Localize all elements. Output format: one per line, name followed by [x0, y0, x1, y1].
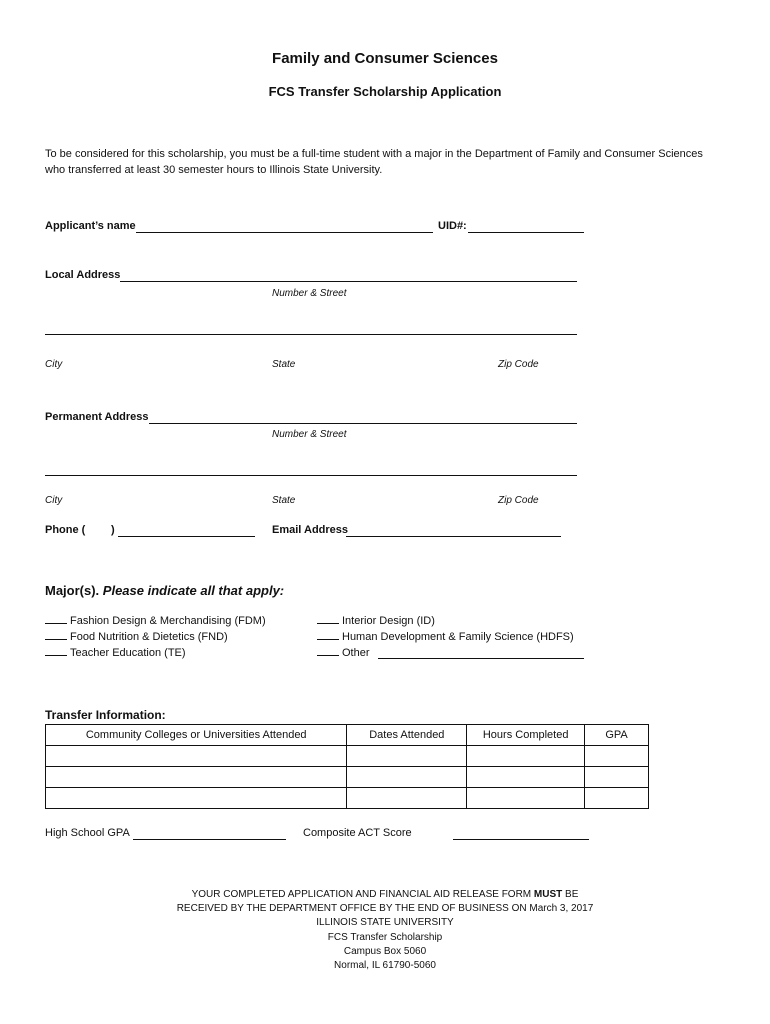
- table-cell[interactable]: [585, 788, 649, 809]
- footer-line-3: ILLINOIS STATE UNIVERSITY: [316, 917, 454, 929]
- majors-heading: [45, 583, 284, 598]
- table-cell[interactable]: [467, 767, 585, 788]
- footer-line-4: FCS Transfer Scholarship: [327, 931, 443, 943]
- form-title: FCS Transfer Scholarship Application: [268, 84, 502, 99]
- major-option-te[interactable]: Teacher Education (TE): [45, 646, 186, 659]
- permanent-city-caption: City: [45, 495, 63, 506]
- transfer-heading: Transfer Information:: [45, 708, 166, 722]
- major-checkbox-line[interactable]: [45, 646, 67, 656]
- table-row: [46, 767, 649, 788]
- majors-heading-label: Major(s).: [45, 583, 100, 598]
- local-city-caption: City: [45, 359, 63, 370]
- table-cell[interactable]: [347, 767, 467, 788]
- majors-heading-note: Please indicate all that apply:: [102, 583, 285, 598]
- applicant-name-field[interactable]: [136, 232, 433, 233]
- major-checkbox-line[interactable]: [317, 614, 339, 624]
- footer-line-2: RECEIVED BY THE DEPARTMENT OFFICE BY THE END OF BUSINESS ON March 3, 2017: [176, 903, 594, 915]
- major-other-field[interactable]: [378, 658, 584, 659]
- table-header-row: [46, 725, 649, 746]
- email-field[interactable]: [346, 536, 561, 537]
- major-option-hdfs[interactable]: Human Development & Family Science (HDFS): [317, 630, 574, 643]
- major-option-fnd[interactable]: Food Nutrition & Dietetics (FND): [45, 630, 228, 643]
- table-cell[interactable]: [347, 746, 467, 767]
- local-city-state-zip-field[interactable]: [45, 334, 577, 335]
- applicant-name-label: Applicant’s name: [45, 220, 136, 232]
- major-option-other[interactable]: Other: [317, 646, 370, 659]
- col-header-dates: Dates Attended: [347, 725, 467, 746]
- permanent-zip-caption: Zip Code: [498, 495, 539, 506]
- local-address-label: Local Address: [45, 269, 121, 281]
- footer-line-1: YOUR COMPLETED APPLICATION AND FINANCIAL AID RELEASE FORM MUST BE: [191, 889, 579, 900]
- page-title: Family and Consumer Sciences: [272, 50, 498, 67]
- uid-field[interactable]: [468, 232, 584, 233]
- permanent-state-caption: State: [272, 495, 296, 506]
- table-cell[interactable]: [347, 788, 467, 809]
- table-cell[interactable]: [46, 767, 347, 788]
- hs-gpa-label: High School GPA: [45, 827, 130, 839]
- major-option-fdm[interactable]: Fashion Design & Merchandising (FDM): [45, 614, 266, 627]
- footer-line-5: Campus Box 5060: [343, 945, 427, 957]
- local-street-caption: Number & Street: [272, 288, 347, 299]
- phone-paren-close: ): [111, 524, 115, 536]
- act-score-label: Composite ACT Score: [303, 827, 412, 839]
- table-cell[interactable]: [585, 746, 649, 767]
- transfer-table: [45, 724, 649, 809]
- phone-field[interactable]: [118, 536, 255, 537]
- major-checkbox-line[interactable]: [45, 614, 67, 624]
- table-cell[interactable]: [467, 788, 585, 809]
- act-score-field[interactable]: [453, 839, 589, 840]
- major-option-id[interactable]: Interior Design (ID): [317, 614, 435, 627]
- permanent-street-field[interactable]: [149, 423, 577, 424]
- permanent-street-caption: Number & Street: [272, 429, 347, 440]
- phone-label: Phone (: [45, 524, 86, 536]
- permanent-city-state-zip-field[interactable]: [45, 475, 577, 476]
- major-checkbox-line[interactable]: [317, 630, 339, 640]
- table-cell[interactable]: [46, 788, 347, 809]
- col-header-institutions: Community Colleges or Universities Attended: [46, 725, 347, 746]
- col-header-hours: Hours Completed: [467, 725, 585, 746]
- table-cell[interactable]: [46, 746, 347, 767]
- table-row: [46, 788, 649, 809]
- local-zip-caption: Zip Code: [498, 359, 539, 370]
- submission-instructions: [0, 888, 770, 973]
- email-label: Email Address: [272, 524, 349, 536]
- table-cell[interactable]: [467, 746, 585, 767]
- table-cell[interactable]: [585, 767, 649, 788]
- table-row: [46, 746, 649, 767]
- footer-line-6: Normal, IL 61790-5060: [334, 960, 436, 972]
- uid-label: UID#:: [438, 220, 467, 232]
- major-checkbox-line[interactable]: [45, 630, 67, 640]
- col-header-gpa: GPA: [585, 725, 649, 746]
- eligibility-text: To be considered for this scholarship, you must be a full-time student with a major in the Department of Family and Consumer Sciences who transferred at least 30 semester hours to Illinois State University.: [45, 148, 703, 176]
- local-street-field[interactable]: [120, 281, 577, 282]
- local-state-caption: State: [272, 359, 296, 370]
- major-checkbox-line[interactable]: [317, 646, 339, 656]
- hs-gpa-field[interactable]: [133, 839, 286, 840]
- permanent-address-label: Permanent Address: [45, 411, 149, 423]
